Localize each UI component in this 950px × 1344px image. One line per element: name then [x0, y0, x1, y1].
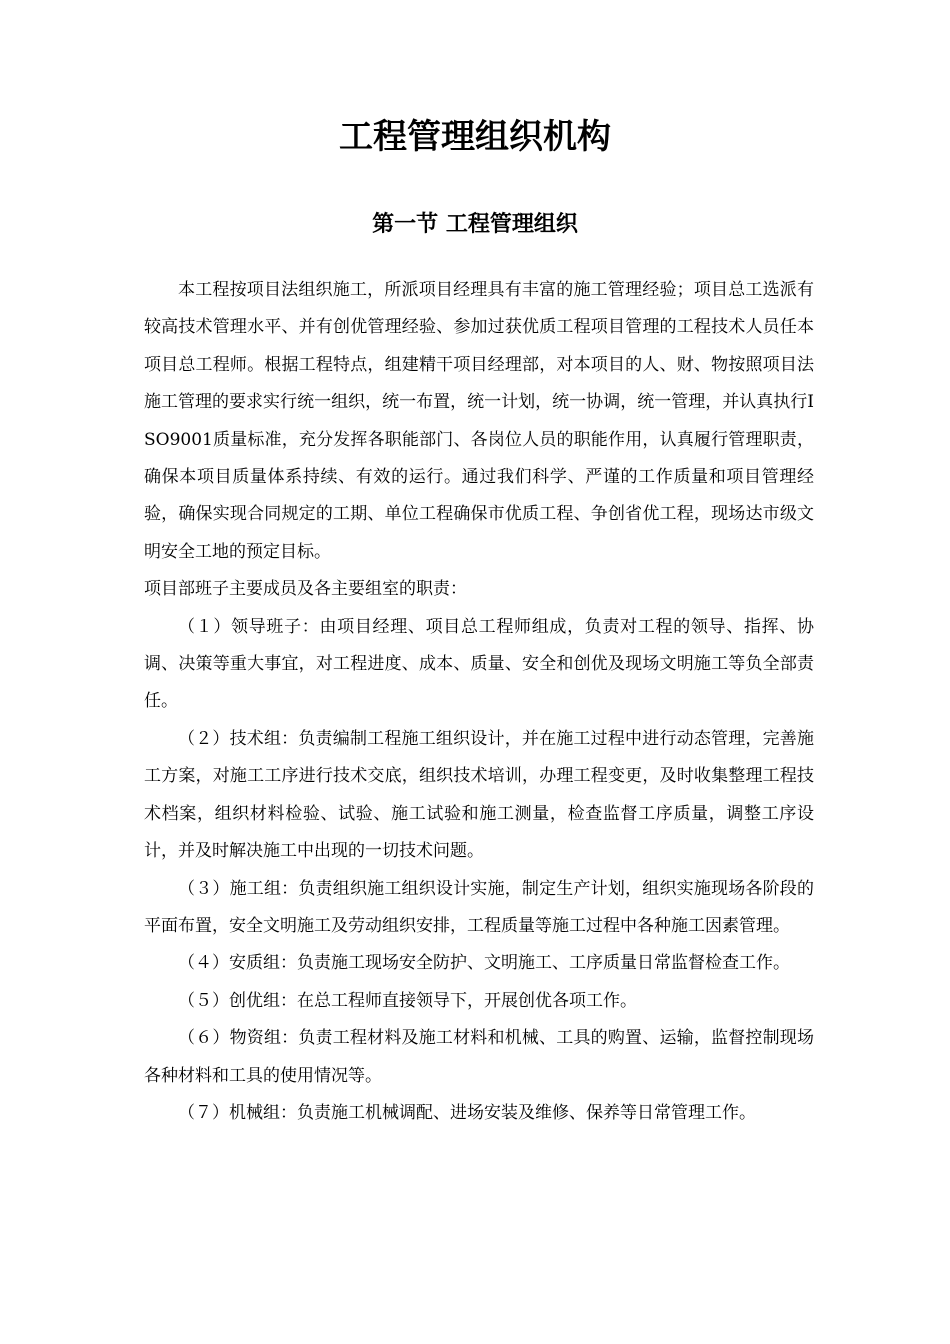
paragraph-safety-quality-group: （４）安质组：负责施工现场安全防护、文明施工、工序质量日常监督检查工作。 — [178, 953, 790, 974]
paragraph-leadership-team: （１）领导班子：由项目经理、项目总工程师组成，负责对工程的领导、指挥、协调、决策等重大事宜，对工程进度、成本、质量、安全和创优及现场文明施工等负全部责任。 — [144, 616, 814, 712]
document-body — [144, 272, 814, 1132]
document-title: 工程管理组织机构 — [339, 117, 611, 157]
paragraph-construction-group: （３）施工组：负责组织施工组织设计实施，制定生产计划，组织实施现场各阶段的平面布置，安全文明施工及劳动组织安排，工程质量等施工过程中各种施工因素管理。 — [144, 878, 814, 936]
paragraph-machinery-group: （７）机械组：负责施工机械调配、进场安装及维修、保养等日常管理工作。 — [178, 1102, 756, 1123]
paragraph-intro: 本工程按项目法组织施工，所派项目经理具有丰富的施工管理经验；项目总工选派有较高技术管理水平、并有创优管理经验、参加过获优质工程项目管理的工程技术人员任本项目总工程师。根据工程特点，组建精干项目经理部，对本项目的人、财、物按照项目法施工管理的要求实行统一组织，统一布置，统一计划，统一协调，统一管理，并认真执行ISO9001质量标准，充分发挥各职能部门、各岗位人员的职能作用，认真履行管理职责，确保本项目质量体系持续、有效的运行。通过我们科学、严谨的工作质量和项目管理经验，确保实现合同规定的工期、单位工程确保市优质工程、争创省优工程，现场达市级文明安全工地的预定目标。 — [144, 280, 814, 562]
paragraph-materials-group: （６）物资组：负责工程材料及施工材料和机械、工具的购置、运输，监督控制现场各种材料和工具的使用情况等。 — [144, 1028, 814, 1086]
paragraph-technical-group: （２）技术组：负责编制工程施工组织设计，并在施工过程中进行动态管理，完善施工方案，对施工工序进行技术交底，组织技术培训，办理工程变更，及时收集整理工程技术档案，组织材料检验、试验、施工试验和施工测量，检查监督工序质量，调整工序设计，并及时解决施工中出现的一切技术问题。 — [144, 728, 814, 862]
section-title: 第一节 工程管理组织 — [372, 211, 578, 237]
paragraph-excellence-group: （５）创优组：在总工程师直接领导下，开展创优各项工作。 — [178, 990, 637, 1011]
paragraph-responsibilities-heading: 项目部班子主要成员及各主要组室的职责： — [144, 579, 467, 600]
